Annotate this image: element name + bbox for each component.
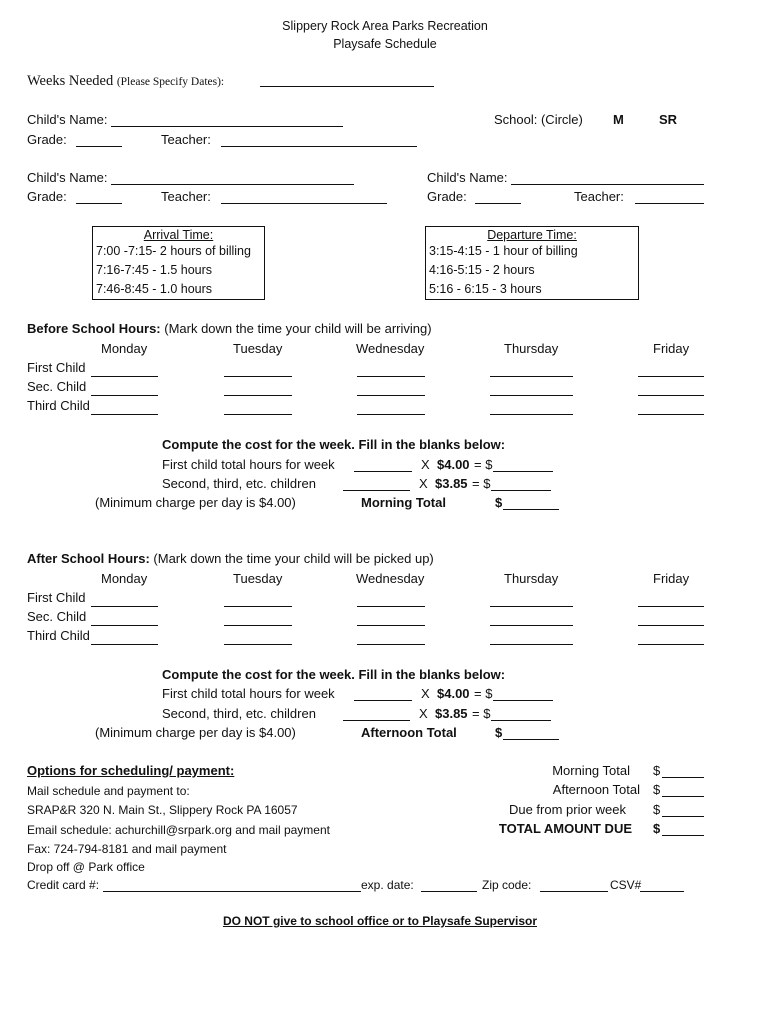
arrival-title: Arrival Time: [143, 228, 214, 242]
weeks-needed [27, 73, 224, 90]
weeks-label: Weeks Needed [27, 73, 114, 89]
exp-date-line[interactable] [421, 891, 477, 892]
after-first-amount-line[interactable] [493, 700, 553, 701]
arrival-row-1: 7:00 -7:15- 2 hours of billing [96, 244, 251, 258]
child2-grade-label: Grade: [27, 189, 67, 204]
summary-prior-week-line[interactable] [662, 816, 704, 817]
after-first-monday-line[interactable] [91, 606, 158, 607]
after-compute-instructions: Compute the cost for the week. Fill in the blanks below: [162, 667, 506, 682]
after-sec-friday-line[interactable] [638, 625, 704, 626]
before-second-equals: = $ [472, 476, 491, 491]
after-sec-wednesday-line[interactable] [357, 625, 425, 626]
before-heading-label: Before School Hours: [27, 321, 161, 336]
after-school-heading [27, 551, 434, 567]
arrival-row-2: 7:16-7:45 - 1.5 hours [96, 263, 213, 277]
before-third-monday-line[interactable] [91, 414, 158, 415]
after-sec-child-label: Sec. Child [27, 609, 87, 624]
departure-time-box [425, 226, 639, 300]
departure-title: Departure Time: [487, 228, 577, 242]
summary-total-due-label: TOTAL AMOUNT DUE [498, 821, 632, 836]
options-line-dropoff: Drop off @ Park office [27, 860, 145, 874]
weeks-sublabel: (Please Specify Dates): [116, 76, 225, 88]
before-first-wednesday-line[interactable] [357, 376, 425, 377]
after-day-thursday: Thursday [504, 571, 559, 586]
footer-notice: DO NOT give to school office or to Playsafe Supervisor [222, 914, 538, 928]
before-compute-instructions: Compute the cost for the week. Fill in the blanks below: [162, 437, 506, 452]
summary-afternoon-total-line[interactable] [662, 796, 704, 797]
before-sec-tuesday-line[interactable] [224, 395, 292, 396]
before-first-multiply: X [421, 457, 430, 472]
child1-name-line[interactable] [111, 126, 343, 127]
after-second-multiply: X [419, 706, 428, 721]
before-sec-thursday-line[interactable] [490, 395, 573, 396]
school-option-sr[interactable]: SR [659, 112, 678, 127]
summary-afternoon-dollar: $ [653, 782, 661, 797]
after-second-equals: = $ [472, 706, 491, 721]
after-sec-monday-line[interactable] [91, 625, 158, 626]
before-third-thursday-line[interactable] [490, 414, 573, 415]
before-third-child-label: Third Child [27, 398, 90, 413]
summary-morning-total-line[interactable] [662, 777, 704, 778]
departure-row-2: 4:16-5:15 - 2 hours [429, 263, 535, 277]
summary-prior-dollar: $ [653, 802, 661, 817]
before-first-tuesday-line[interactable] [224, 376, 292, 377]
after-first-wednesday-line[interactable] [357, 606, 425, 607]
summary-morning-dollar: $ [653, 763, 661, 778]
summary-total-due-dollar: $ [653, 821, 661, 836]
child2-teacher-label: Teacher: [161, 189, 211, 204]
after-first-equals: = $ [474, 686, 493, 701]
form-title: Playsafe Schedule [333, 37, 437, 51]
after-first-child-label: First Child [27, 590, 86, 605]
before-sec-monday-line[interactable] [91, 395, 158, 396]
school-option-m[interactable]: M [613, 112, 624, 127]
child3-name-line[interactable] [511, 184, 704, 185]
org-name: Slippery Rock Area Parks Recreation [282, 19, 488, 33]
child3-grade-label: Grade: [427, 189, 467, 204]
before-first-equals: = $ [474, 457, 493, 472]
before-third-tuesday-line[interactable] [224, 414, 292, 415]
after-sec-tuesday-line[interactable] [224, 625, 292, 626]
arrival-time-box [92, 226, 265, 300]
after-sec-thursday-line[interactable] [490, 625, 573, 626]
before-second-hours-line[interactable] [343, 490, 410, 491]
summary-morning-total-label: Morning Total [552, 763, 630, 778]
credit-card-label: Credit card #: [27, 878, 100, 892]
after-third-thursday-line[interactable] [490, 644, 573, 645]
options-line-email: Email schedule: achurchill@srpark.org and mail payment [27, 823, 330, 837]
after-second-hours-line[interactable] [343, 720, 410, 721]
before-second-amount-line[interactable] [491, 490, 551, 491]
after-day-wednesday: Wednesday [356, 571, 425, 586]
child1-teacher-label: Teacher: [161, 132, 211, 147]
after-third-monday-line[interactable] [91, 644, 158, 645]
after-first-thursday-line[interactable] [490, 606, 573, 607]
after-minimum-charge: (Minimum charge per day is $4.00) [95, 725, 296, 740]
zip-code-line[interactable] [540, 891, 608, 892]
child3-name-label: Child's Name: [427, 170, 508, 185]
before-heading-note: (Mark down the time your child will be arriving) [164, 321, 432, 336]
departure-row-1: 3:15-4:15 - 1 hour of billing [429, 244, 578, 258]
child1-grade-label: Grade: [27, 132, 67, 147]
after-heading-note: (Mark down the time your child will be picked up) [153, 551, 434, 566]
after-afternoon-total-line[interactable] [503, 739, 559, 740]
after-second-amount-line[interactable] [491, 720, 551, 721]
before-sec-child-label: Sec. Child [27, 379, 87, 394]
before-first-child-hours-label: First child total hours for week [162, 457, 335, 472]
after-day-tuesday: Tuesday [233, 571, 283, 586]
exp-date-label: exp. date: [361, 878, 414, 892]
summary-afternoon-total-label: Afternoon Total [552, 782, 640, 797]
after-day-monday: Monday [101, 571, 148, 586]
before-day-friday: Friday [653, 341, 690, 356]
after-third-friday-line[interactable] [638, 644, 704, 645]
csv-label: CSV# [610, 878, 642, 892]
departure-row-3: 5:16 - 6:15 - 3 hours [429, 282, 542, 296]
options-line-mail: Mail schedule and payment to: [27, 784, 190, 798]
before-first-friday-line[interactable] [638, 376, 704, 377]
after-day-friday: Friday [653, 571, 690, 586]
credit-card-line[interactable] [103, 891, 361, 892]
child3-teacher-line[interactable] [635, 203, 704, 204]
school-label: School: (Circle) [494, 112, 583, 127]
after-third-child-label: Third Child [27, 628, 90, 643]
after-first-child-hours-label: First child total hours for week [162, 686, 335, 701]
options-heading: Options for scheduling/ payment: [27, 763, 235, 778]
after-third-wednesday-line[interactable] [357, 644, 425, 645]
before-third-friday-line[interactable] [638, 414, 704, 415]
after-third-tuesday-line[interactable] [224, 644, 292, 645]
options-line-fax: Fax: 724-794-8181 and mail payment [27, 842, 227, 856]
before-first-amount-line[interactable] [493, 471, 553, 472]
summary-prior-week-label: Due from prior week [508, 802, 626, 817]
before-second-multiply: X [419, 476, 428, 491]
after-first-hours-line[interactable] [354, 700, 412, 701]
before-day-tuesday: Tuesday [233, 341, 283, 356]
after-afternoon-total-label: Afternoon Total [361, 725, 457, 740]
child1-name-label: Child's Name: [27, 112, 108, 127]
after-first-rate: $4.00 [437, 686, 470, 701]
before-first-hours-line[interactable] [354, 471, 412, 472]
before-day-thursday: Thursday [504, 341, 559, 356]
before-first-thursday-line[interactable] [490, 376, 573, 377]
before-morning-total-label: Morning Total [361, 495, 446, 510]
before-sec-friday-line[interactable] [638, 395, 704, 396]
child1-teacher-line[interactable] [221, 146, 417, 147]
after-total-dollar: $ [495, 725, 503, 740]
child2-grade-line[interactable] [76, 203, 122, 204]
before-minimum-charge: (Minimum charge per day is $4.00) [95, 495, 296, 510]
before-second-rate: $3.85 [435, 476, 468, 491]
csv-line[interactable] [640, 891, 684, 892]
before-first-rate: $4.00 [437, 457, 470, 472]
child2-name-label: Child's Name: [27, 170, 108, 185]
after-second-rate: $3.85 [435, 706, 468, 721]
before-total-dollar: $ [495, 495, 503, 510]
before-morning-total-line[interactable] [503, 509, 559, 510]
after-second-child-label: Second, third, etc. children [162, 706, 316, 721]
weeks-input-line[interactable] [260, 86, 434, 87]
before-first-child-label: First Child [27, 360, 86, 375]
child2-teacher-line[interactable] [221, 203, 387, 204]
child3-teacher-label: Teacher: [574, 189, 624, 204]
child3-grade-line[interactable] [475, 203, 521, 204]
arrival-row-3: 7:46-8:45 - 1.0 hours [96, 282, 213, 296]
before-day-monday: Monday [101, 341, 148, 356]
before-school-heading [27, 321, 432, 337]
before-sec-wednesday-line[interactable] [357, 395, 425, 396]
before-second-child-label: Second, third, etc. children [162, 476, 316, 491]
after-first-friday-line[interactable] [638, 606, 704, 607]
child2-name-line[interactable] [111, 184, 354, 185]
after-heading-label: After School Hours: [27, 551, 150, 566]
options-line-address: SRAP&R 320 N. Main St., Slippery Rock PA 16057 [27, 803, 298, 817]
after-first-multiply: X [421, 686, 430, 701]
before-first-monday-line[interactable] [91, 376, 158, 377]
summary-total-due-line[interactable] [662, 835, 704, 836]
zip-code-label: Zip code: [482, 878, 532, 892]
child1-grade-line[interactable] [76, 146, 122, 147]
before-third-wednesday-line[interactable] [357, 414, 425, 415]
after-first-tuesday-line[interactable] [224, 606, 292, 607]
before-day-wednesday: Wednesday [356, 341, 425, 356]
